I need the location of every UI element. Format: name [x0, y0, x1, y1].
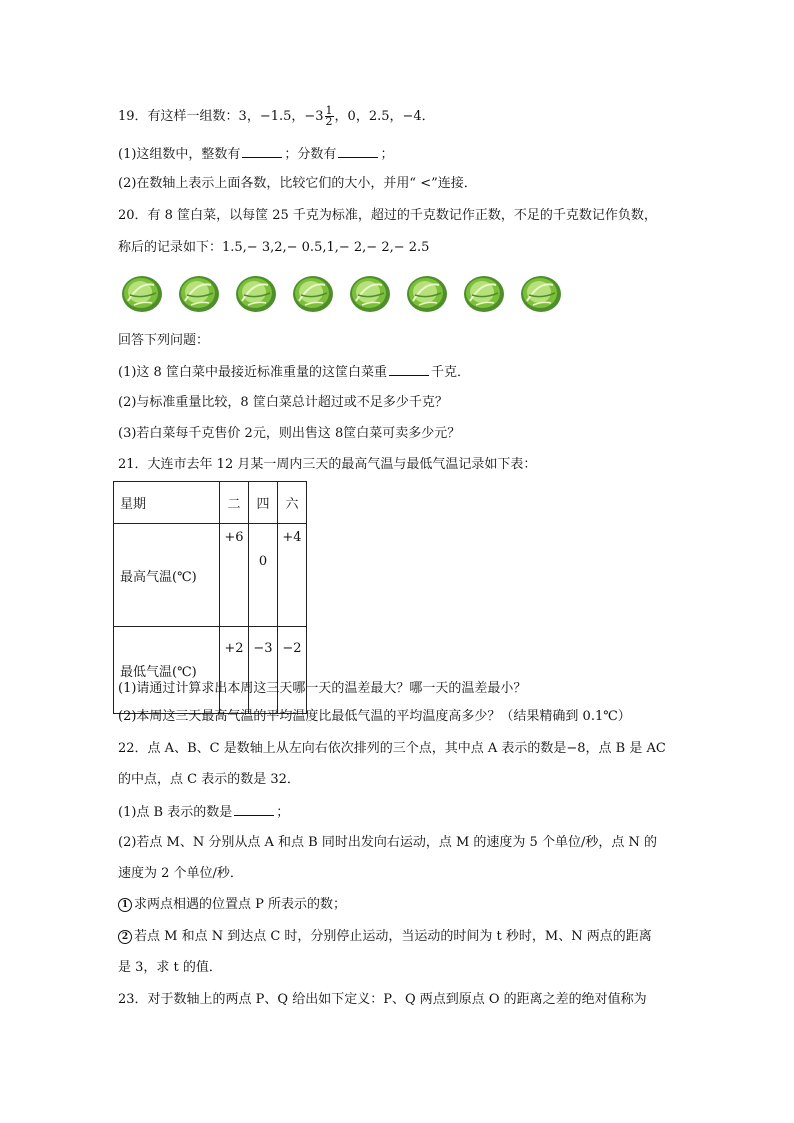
q20-line2: 称后的记录如下：1.5,− 3,2,− 0.5,1,− 2,− 2,− 2.5 [118, 240, 430, 255]
q21-sub2: (2)本周这三天最高气温的平均温度比最低气温的平均温度高多少？（结果精确到 0.1℃） [118, 709, 631, 724]
answer-blank [338, 144, 378, 158]
table-row [114, 627, 307, 714]
q22-sub1 [118, 802, 289, 823]
q19-text-b: ，0，2.5，−4． [334, 109, 435, 124]
q19-fraction [325, 106, 334, 127]
row-label-high: 最高气温(℃) [114, 524, 220, 627]
q19-sub1-text-a: (1)这组数中，整数有 [118, 147, 241, 162]
table-cell: +6 [220, 524, 249, 627]
q20-sub3: (3)若白菜每千克售价 2元，则出售这 8筐白菜可卖多少元？ [118, 426, 461, 441]
table-cell: +2 [220, 627, 249, 714]
q20-sub1-text-b: 千克． [430, 365, 470, 380]
q22-sub1-text-b: ； [276, 805, 290, 820]
q22-item2-line1 [118, 927, 652, 947]
row-label-low: 最低气温(℃) [114, 627, 220, 714]
fraction-numerator: 1 [325, 104, 333, 117]
q19-sub1-text-b: ；分数有 [284, 147, 337, 162]
table-row [114, 524, 307, 627]
q20-sub1-text-a: (1)这 8 筐白菜中最接近标准重量的这筐白菜重 [118, 365, 387, 380]
cabbage-icon [234, 271, 278, 315]
q19-sub2: (2)在数轴上表示上面各数，比较它们的大小，并用“ <”连接． [118, 176, 477, 191]
table-cell: +4 [278, 524, 307, 627]
q22-line1: 22．点 A、B、C 是数轴上从左向右依次排列的三个点，其中点 A 表示的数是−8，点 B 是 AC [118, 741, 666, 756]
circled-number-icon: 2 [118, 930, 132, 944]
table-cell: −2 [278, 627, 307, 714]
cabbage-icon [519, 271, 563, 315]
table-header-label: 星期 [114, 482, 220, 524]
q22-sub2-line1: (2)若点 M、N 分别从点 A 和点 B 同时出发向右运动，点 M 的速度为 5 个单位/秒，点 N 的 [118, 835, 657, 850]
q19-sub1-text-c: ； [380, 147, 394, 162]
fraction-denominator: 2 [325, 115, 333, 128]
circled-number-icon: 1 [118, 898, 132, 912]
q20-prompt: 回答下列问题： [118, 333, 210, 348]
q21-sub1: (1)请通过计算求出本周这三天哪一天的温差最大？哪一天的温差最小？ [118, 681, 527, 696]
q19-sub1 [118, 144, 393, 165]
q19-line1 [118, 106, 435, 127]
q23-line1: 23．对于数轴上的两点 P、Q 给出如下定义：P、Q 两点到原点 O 的距离之差的绝对值称为 [118, 992, 647, 1007]
cabbage-icon [348, 271, 392, 315]
cabbage-icon [405, 271, 449, 315]
table-header-day: 二 [220, 482, 249, 524]
cabbage-row [120, 271, 580, 315]
cabbage-icon [462, 271, 506, 315]
table-header-day: 六 [278, 482, 307, 524]
q21-line1: 21．大连市去年 12 月某一周内三天的最高气温与最低气温记录如下表： [118, 457, 537, 472]
q19-text-a: 19．有这样一组数：3，−1.5，−3 [118, 109, 324, 124]
answer-blank [242, 144, 282, 158]
q22-line2: 的中点，点 C 表示的数是 32． [118, 772, 300, 787]
cabbage-icon [120, 271, 164, 315]
table-cell: −3 [249, 627, 278, 714]
q20-sub2: (2)与标准重量比较，8 筐白菜总计超过或不足多少千克？ [118, 395, 448, 410]
q22-sub1-text-a: (1)点 B 表示的数是 [118, 805, 233, 820]
table-cell: 0 [249, 524, 278, 627]
answer-blank [234, 802, 274, 816]
q22-item2-line2: 是 3，求 t 的值． [118, 960, 222, 975]
cabbage-icon [291, 271, 335, 315]
q22-item2-text: 若点 M 和点 N 到达点 C 时，分别停止运动，当运动的时间为 t 秒时，M、N 两点的距离 [134, 929, 652, 944]
q22-item1-text: 求两点相遇的位置点 P 所表示的数； [134, 897, 347, 912]
q22-sub2-line2: 速度为 2 个单位/秒． [118, 866, 243, 881]
q20-sub1 [118, 362, 470, 383]
table-row [114, 482, 307, 524]
cabbage-icon [177, 271, 221, 315]
q22-item1 [118, 895, 346, 915]
q20-line1: 20．有 8 筐白菜，以每筐 25 千克为标准，超过的千克数记作正数，不足的千克数记作负数， [118, 208, 657, 223]
answer-blank [389, 362, 429, 376]
table-header-day: 四 [249, 482, 278, 524]
